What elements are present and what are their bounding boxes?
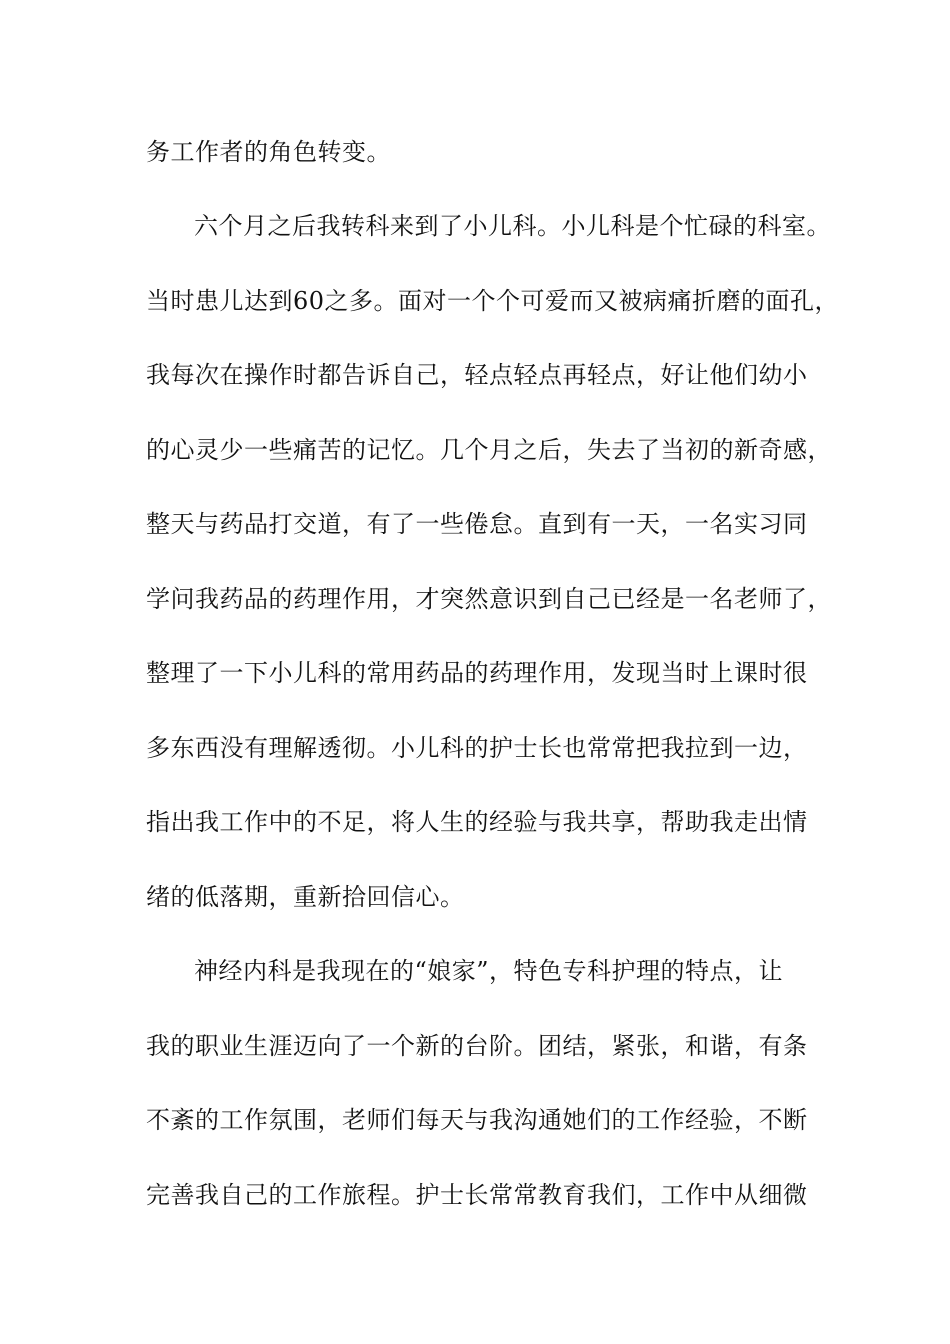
text-line: 多东西没有理解透彻。小儿科的护士长也常常把我拉到一边， bbox=[146, 734, 808, 762]
text-line: 指出我工作中的不足，将人生的经验与我共享，帮助我走出情 bbox=[146, 808, 808, 836]
text-line: 我的职业生涯迈向了一个新的台阶。团结，紧张，和谐，有条 bbox=[146, 1032, 808, 1060]
text-line: 的心灵少一些痛苦的记忆。几个月之后，失去了当初的新奇感， bbox=[146, 436, 832, 464]
text-line: 当时患儿达到60之多。面对一个个可爱而又被病痛折磨的面孔， bbox=[146, 287, 840, 315]
text-line: 我每次在操作时都告诉自己，轻点轻点再轻点，好让他们幼小 bbox=[146, 361, 808, 389]
text-line: 务工作者的角色转变。 bbox=[146, 138, 391, 166]
text-line: 完善我自己的工作旅程。护士长常常教育我们，工作中从细微 bbox=[146, 1181, 808, 1209]
paragraph-start-line: 神经内科是我现在的“娘家”，特色专科护理的特点，让 bbox=[194, 957, 784, 985]
paragraph-start-line: 六个月之后我转科来到了小儿科。小儿科是个忙碌的科室。 bbox=[194, 212, 831, 240]
text-line: 整天与药品打交道，有了一些倦怠。直到有一天，一名实习同 bbox=[146, 510, 808, 538]
text-line: 学问我药品的药理作用，才突然意识到自己已经是一名老师了， bbox=[146, 585, 832, 613]
text-line: 绪的低落期，重新拾回信心。 bbox=[146, 883, 465, 911]
text-line: 不紊的工作氛围，老师们每天与我沟通她们的工作经验，不断 bbox=[146, 1106, 808, 1134]
text-line: 整理了一下小儿科的常用药品的药理作用，发现当时上课时很 bbox=[146, 659, 808, 687]
